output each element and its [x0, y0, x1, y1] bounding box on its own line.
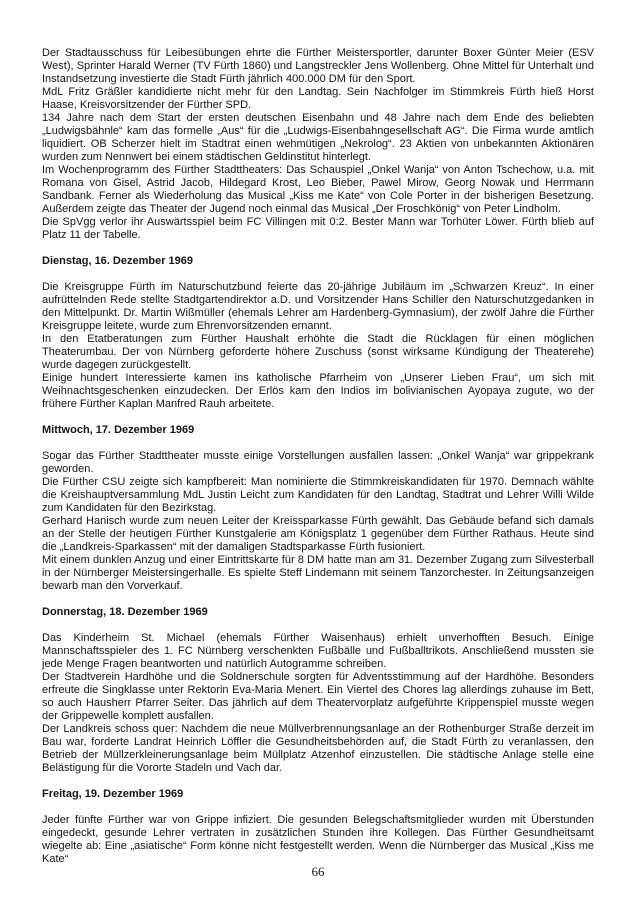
- section-dienstag-16-dezember: [42, 255, 594, 411]
- paragraph: Der Landkreis schoss quer: Nachdem die neue Müllverbrennungsanlage an der Rothenburger Straße derzeit im Bau war, forderte Landrat Heinrich Löffler die Gesundheitsbehörden auf, die Stadt Fürth zu veranlassen, den Betrieb der Müllzerkleinerungsanlage beim Müllplatz Atzenhof einzustellen. Die städtische Anlage stelle eine Belästigung für die Vororte Stadeln und Vach dar.: [42, 723, 594, 774]
- paragraph: Im Wochenprogramm des Fürther Stadttheaters: Das Schauspiel „Onkel Wanja“ von Anton Tschechow, u.a. mit Romana von Gisel, Astrid Jacob, Hildegard Krost, Leo Bieber, Pawel Mirow, Georg Nowak und Herrmann Sandbank. Ferner als Wiederholung das Musical „Kiss me Kate“ von Cole Porter in der bisherigen Besetzung. Außerdem zeigte das Theater der Jugend noch einmal das Musical „Der Froschkönig“ von Peter Lindholm.: [42, 164, 594, 215]
- paragraph: MdL Fritz Gräßler kandidierte nicht mehr für den Landtag. Sein Nachfolger im Stimmkreis Fürth hieß Horst Haase, Kreisvorsitzender der Fürther SPD.: [42, 86, 594, 111]
- paragraph: Mit einem dunklen Anzug und einer Eintrittskarte für 8 DM hatte man am 31. Dezember Zugang zum Silvesterball in der Nürnberger Meistersingerhalle. Es spielte Steff Lindemann mit seinem Tanzorchester. In Zeitungsanzeigen bewarb man den Vorverkauf.: [42, 554, 594, 592]
- paragraph: Die SpVgg verlor ihr Auswärtsspiel beim FC Villingen mit 0:2. Bester Mann war Torhüter Löwer. Fürth blieb auf Platz 11 der Tabelle.: [42, 216, 594, 241]
- paragraph: Sogar das Fürther Stadttheater musste einige Vorstellungen ausfallen lassen: „Onkel Wanja“ war grippekrank geworden.: [42, 450, 594, 475]
- paragraph: Gerhard Hanisch wurde zum neuen Leiter der Kreissparkasse Fürth gewählt. Das Gebäude befand sich damals an der Stelle der heutigen Fürther Kunstgalerie am Königsplatz 1 gegenüber dem Fürther Rathaus. Heute sind die „Landkreis-Sparkassen“ mit der damaligen Stadtsparkasse Fürth fusioniert.: [42, 515, 594, 553]
- section-heading: Dienstag, 16. Dezember 1969: [42, 255, 194, 267]
- paragraph: Der Stadtausschuss für Leibesübungen ehrte die Fürther Meistersportler, darunter Boxer Günter Meier (ESV West), Sprinter Harald Werner (TV Fürth 1860) und Langstreckler Jens Wollenberg. Ohne Mittel für Unterhalt und Instandsetzung investierte die Stadt Fürth jährlich 400.000 DM für den Sport.: [42, 47, 594, 85]
- section-mittwoch-17-dezember: [42, 424, 594, 593]
- paragraph: In den Etatberatungen zum Fürther Haushalt erhöhte die Stadt die Rücklagen für einen möglichen Theaterumbau. Der von Nürnberg geforderte höhere Zuschuss (sonst wirksame Kündigung der Theaterehe) wurde dagegen zurückgestellt.: [42, 333, 594, 371]
- paragraph: 134 Jahre nach dem Start der ersten deutschen Eisenbahn und 48 Jahre nach dem Ende des beliebten „Ludwigsbähnle“ kam das formelle „Aus“ für die „Ludwigs-Eisenbahngesellschaft AG“. Die Firma wurde amtlich liquidiert. OB Scherzer hielt im Stadtrat einen wehmütigen „Nekrolog“. 23 Aktien von unbekannten Aktionären wurden zum Nennwert bei einem städtischen Geldinstitut hinterlegt.: [42, 112, 594, 163]
- section-donnerstag-18-dezember: [42, 606, 594, 775]
- body-text: [42, 47, 594, 866]
- section-freitag-19-dezember: [42, 788, 594, 866]
- paragraph: Die Kreisgruppe Fürth im Naturschutzbund feierte das 20-jährige Jubiläum im „Schwarzen Kreuz“. In einer aufrüttelnden Rede stellte Stadtgartendirektor a.D. und Vorsitzender Hans Schiller den Naturschutzgedanken in den Mittelpunkt. Dr. Martin Wißmüller (ehemals Lehrer am Hardenberg-Gymnasium), der zwölf Jahre die Fürther Kreisgruppe leitete, wurde zum Ehrenvorsitzenden ernannt.: [42, 281, 594, 332]
- paragraph: Jeder fünfte Fürther war von Grippe infiziert. Die gesunden Belegschaftsmitglieder wurden mit Überstunden eingedeckt, gesunde Lehrer vertraten in zusätzlichen Stunden ihre Kollegen. Das Fürther Gesundheitsamt wiegelte ab: Eine „asiatische“ Form könne nicht festgestellt werden. Wenn die Nürnberger das Musical „Kiss me Kate“: [42, 814, 594, 865]
- section-heading: Freitag, 19. Dezember 1969: [42, 788, 184, 800]
- paragraph: Der Stadtverein Hardhöhe und die Soldnerschule sorgten für Adventsstimmung auf der Hardhöhe. Besonders erfreute die Singklasse unter Rektorin Eva-Maria Menert. Ein Viertel des Chores lag allerdings zuhause im Bett, so auch Hausherr Pfarrer Seiter. Das jährlich auf dem Theatervorplatz aufgeführte Krippenspiel musste wegen der Grippewelle komplett ausfallen.: [42, 671, 594, 722]
- paragraph: Die Fürther CSU zeigte sich kampfbereit: Man nominierte die Stimmkreiskandidaten für 1970. Demnach wählte die Kreishauptversammlung MdL Justin Leicht zum Kandidaten für den Landtag, Stadtrat und Lehrer Willi Wilde zum Kandidaten für den Bezirkstag.: [42, 476, 594, 514]
- section-heading: Mittwoch, 17. Dezember 1969: [42, 424, 195, 436]
- section-heading: Donnerstag, 18. Dezember 1969: [42, 606, 208, 618]
- page-number: 66: [311, 864, 325, 879]
- section-intro: [42, 47, 594, 242]
- paragraph: Einige hundert Interessierte kamen ins katholische Pfarrheim von „Unserer Lieben Frau“, um sich mit Weihnachtsgeschenken einzudecken. Der Erlös kam den Indios im bolivianischen Ayopaya zugute, wo der frühere Fürther Kaplan Manfred Rauh arbeitete.: [42, 372, 594, 410]
- paragraph: Das Kinderheim St. Michael (ehemals Fürther Waisenhaus) erhielt unverhofften Besuch. Einige Mannschaftsspieler des 1. FC Nürnberg verschenkten Fußbälle und Fußballtrikots. Anschließend mussten sie jede Menge Fragen beantworten und natürlich Autogramme schreiben.: [42, 632, 594, 670]
